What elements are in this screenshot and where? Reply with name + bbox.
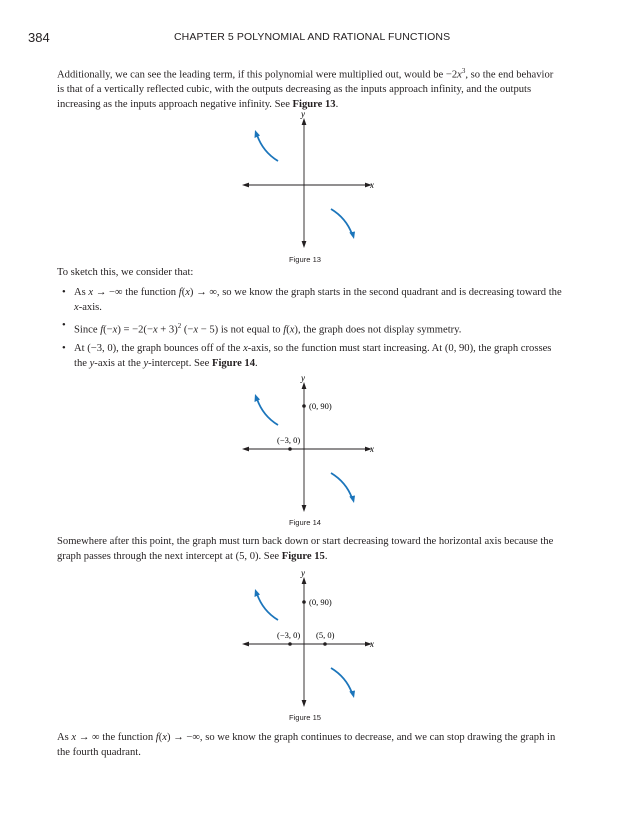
y-axis-arrow-down (302, 241, 307, 248)
x-axis-label: x (370, 639, 374, 649)
bullet-list (57, 286, 562, 375)
x-axis-arrow-left (242, 642, 249, 647)
x-axis-label: x (370, 180, 374, 190)
paragraph-fourth-quadrant: As x → ∞ the function f(x) → −∞, so we know the graph continues to decrease, and we can stop drawing the graph in the fourth quadrant. (57, 732, 556, 758)
point-y-intercept-label: (0, 90) (309, 401, 332, 411)
y-axis-label: y (301, 109, 305, 119)
right-end-curve (331, 209, 352, 234)
point-x-intercept-label: (−3, 0) (277, 435, 301, 445)
paragraph-end-behavior: Additionally, we can see the leading term, if this polynomial were multiplied out, would be $-2x^3$, so the end behavior is that of a vertically reflected cubic, with the outputs decreasing as the inputs approach infinity, and the outputs increasing as the inputs approach negative infinity. See Figure 13. (57, 67, 554, 110)
y-axis-arrow-down (302, 505, 307, 512)
sketch-intro: To sketch this, we consider that: (57, 267, 194, 278)
bullet-dot: • (62, 320, 66, 331)
list-item: • Since $f(-x) = -2(-x + 3)^2$ (−x − 5) is not equal to f(x), the graph does not display symmetry. (62, 320, 462, 336)
page-header (28, 30, 608, 46)
y-axis-arrow-up (302, 577, 307, 584)
point-x-intercept-left (288, 642, 292, 646)
point-y-intercept-label: (0, 90) (309, 597, 332, 607)
bullet-dot: • (62, 287, 66, 298)
figure-15-graph (236, 567, 376, 712)
point-y-intercept (302, 600, 306, 604)
right-end-curve (331, 473, 352, 498)
x-axis-label: x (370, 444, 374, 454)
figure-13-ref: Figure 13 (292, 98, 336, 110)
left-end-curve (257, 135, 278, 161)
left-end-curve (257, 594, 278, 620)
point-x-intercept-right-label: (5, 0) (316, 630, 335, 640)
y-axis-arrow-down (302, 700, 307, 707)
point-x-intercept-left-label: (−3, 0) (277, 630, 301, 640)
paragraph-turn-back-down: Somewhere after this point, the graph must turn back down or start decreasing toward the horizontal axis because the graph passes through the next intercept at (5, 0). See Figure 15. (57, 536, 554, 562)
y-axis-label: y (301, 373, 305, 383)
y-axis-arrow-up (302, 382, 307, 389)
y-axis-arrow-up (302, 118, 307, 125)
point-y-intercept (302, 404, 306, 408)
chapter-title: CHAPTER 5 POLYNOMIAL AND RATIONAL FUNCTIONS (174, 31, 451, 43)
point-x-intercept-right (323, 642, 327, 646)
left-end-curve (257, 399, 278, 425)
figure-14-graph (236, 372, 376, 517)
figure-13-graph (236, 108, 376, 253)
x-axis-arrow-left (242, 447, 249, 452)
right-end-arrowhead (349, 691, 355, 699)
list-item: • As x → −∞ the function f(x) → ∞, so we know the graph starts in the second quadrant and is decreasing toward the x-axis. (62, 287, 562, 313)
y-axis-label: y (301, 568, 305, 578)
figure-15-ref: Figure 15 (281, 550, 325, 562)
figure-15-caption: Figure 15 (288, 713, 322, 722)
bullet-dot: • (62, 343, 66, 355)
page-number: 384 (28, 30, 50, 45)
x-axis-arrow-left (242, 183, 249, 188)
figure-13-caption: Figure 13 (288, 255, 322, 264)
right-end-curve (331, 668, 352, 693)
list-item: • At (−3, 0), the graph bounces off of the x-axis, so the function must start increasing. At (0, 90), the graph crosses the y-axis at the y-intercept. See Figure 14. (62, 343, 552, 369)
figure-14-ref: Figure 14 (211, 357, 256, 369)
figure-14-caption: Figure 14 (288, 518, 322, 527)
right-end-arrowhead (349, 496, 355, 504)
right-end-arrowhead (349, 232, 355, 240)
point-x-intercept (288, 447, 292, 451)
